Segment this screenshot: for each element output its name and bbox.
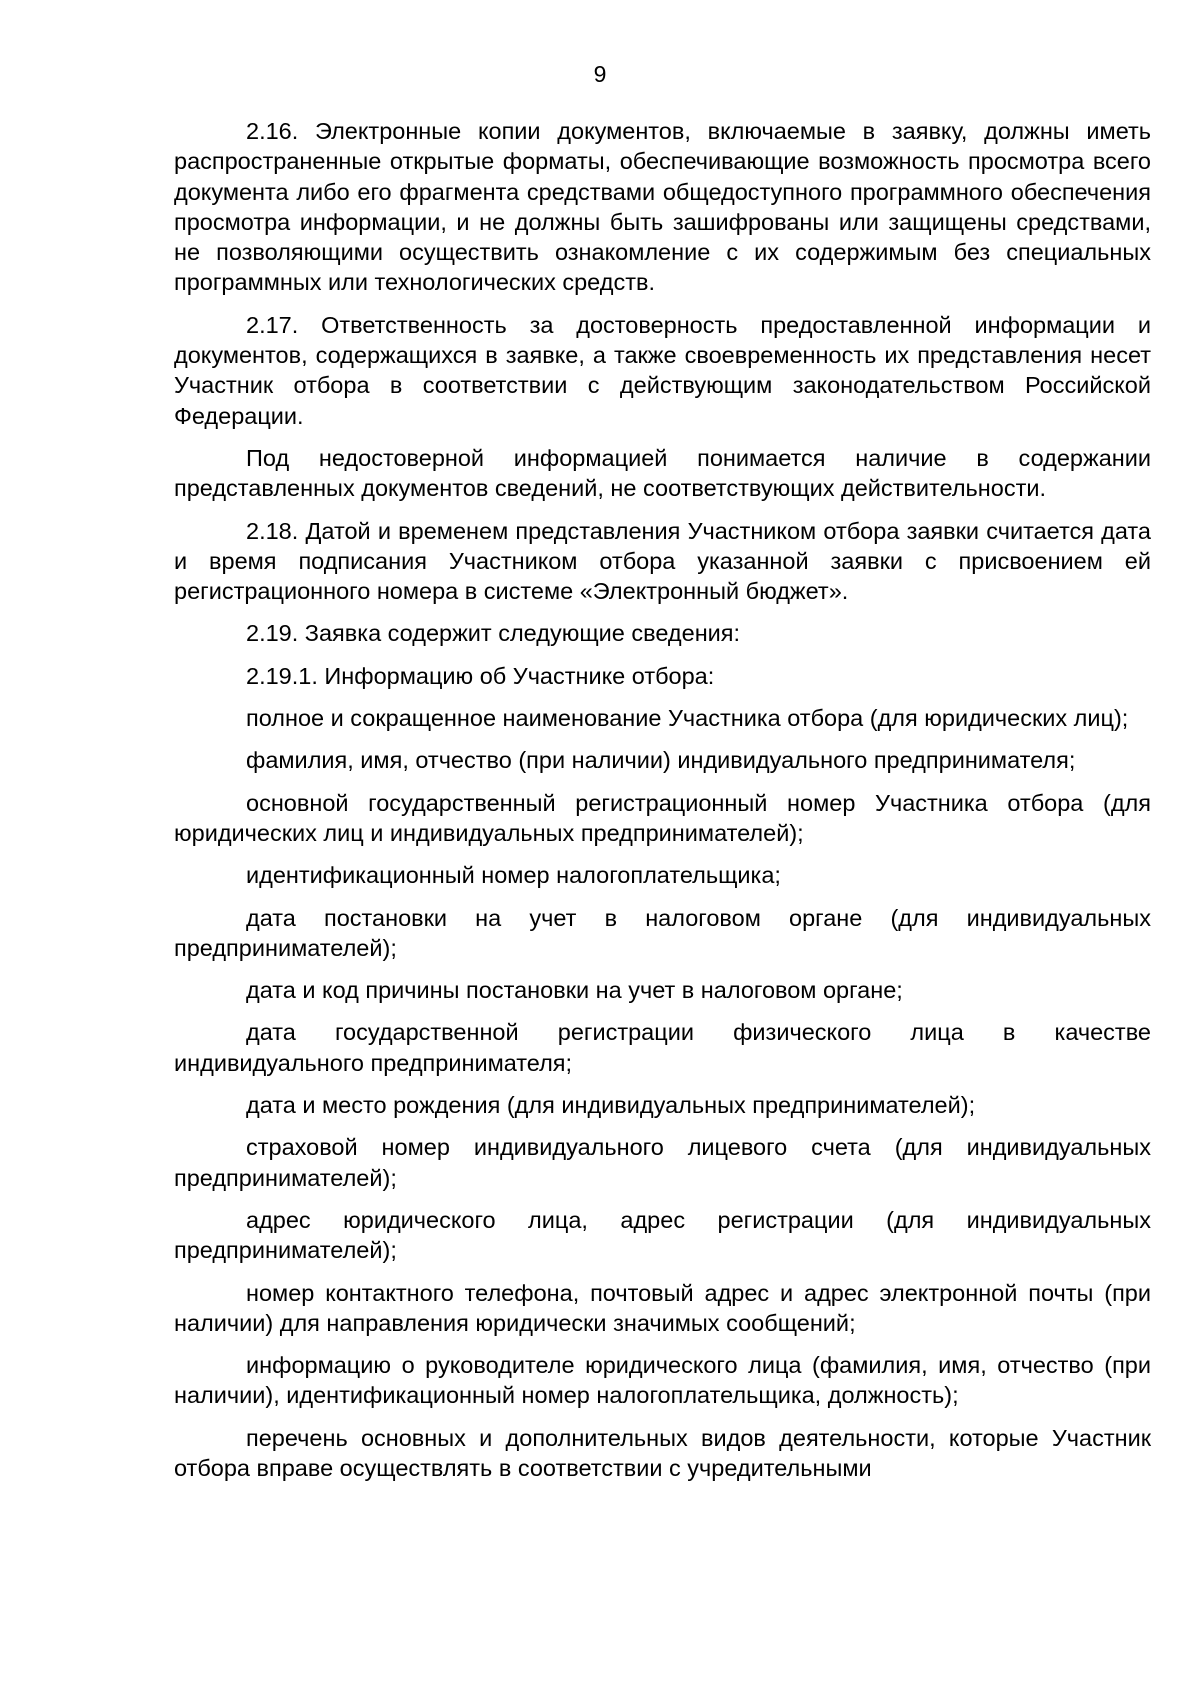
paragraph-2-16: 2.16. Электронные копии документов, включаемые в заявку, должны иметь распространенные открытые форматы, обеспечивающие возможность просмотра всего документа либо его фрагмента средствами общедоступного программного обеспечения просмотра информации, и не должны быть зашифрованы или защищены средствами, не позволяющими осуществить ознакомление с их содержимым без специальных программных или технологических средств. xyxy=(174,118,1151,296)
list-item-state-registration-date: дата государственной регистрации физического лица в качестве индивидуального предпринимателя; xyxy=(174,1019,1151,1076)
paragraph-unreliable-info: Под недостоверной информацией понимается наличие в содержании представленных документов сведений, не соответствующих действительности. xyxy=(174,444,1151,502)
list-item-director-info: информацию о руководителе юридического лица (фамилия, имя, отчество (при наличии), идентификационный номер налогоплательщика, должность); xyxy=(174,1352,1151,1409)
list-item-inn: идентификационный номер налогоплательщика; xyxy=(246,862,781,889)
document-body xyxy=(174,116,1151,1495)
paragraph-2-19: 2.19. Заявка содержит следующие сведения: xyxy=(246,620,741,647)
list-item-kpp: дата и код причины постановки на учет в налоговом органе; xyxy=(246,977,903,1004)
list-item-birth-date-place: дата и место рождения (для индивидуальных предпринимателей); xyxy=(246,1092,976,1119)
list-item-ogrn: основной государственный регистрационный номер Участника отбора (для юридических лиц и индивидуальных предпринимателей); xyxy=(174,789,1151,846)
paragraph-2-17: 2.17. Ответственность за достоверность предоставленной информации и документов, содержащихся в заявке, а также своевременность их представления несет Участник отбора в соответствии с действующим законодательством Российской Федерации. xyxy=(174,311,1151,429)
paragraph-2-19-1: 2.19.1. Информацию об Участнике отбора: xyxy=(246,662,715,689)
list-item-address: адрес юридического лица, адрес регистрации (для индивидуальных предпринимателей); xyxy=(174,1206,1151,1264)
list-item-full-name: полное и сокращенное наименование Участника отбора (для юридических лиц); xyxy=(246,705,1129,732)
list-item-tax-registration-date: дата постановки на учет в налоговом органе (для индивидуальных предпринимателей); xyxy=(174,904,1151,961)
list-item-contacts: номер контактного телефона, почтовый адрес и адрес электронной почты (при наличии) для направления юридически значимых сообщений; xyxy=(174,1279,1151,1336)
list-item-snils: страховой номер индивидуального лицевого счета (для индивидуальных предпринимателей); xyxy=(174,1134,1151,1191)
list-item-entrepreneur-name: фамилия, имя, отчество (при наличии) индивидуального предпринимателя; xyxy=(246,747,1076,774)
list-item-activities: перечень основных и дополнительных видов деятельности, которые Участник отбора вправе осуществлять в соответствии с учредительными xyxy=(174,1424,1151,1481)
paragraph-2-18: 2.18. Датой и временем представления Участником отбора заявки считается дата и время подписания Участником отбора указанной заявки с присвоением ей регистрационного номера в системе «Электронный бюджет». xyxy=(174,517,1151,605)
page-number: 9 xyxy=(593,61,607,87)
